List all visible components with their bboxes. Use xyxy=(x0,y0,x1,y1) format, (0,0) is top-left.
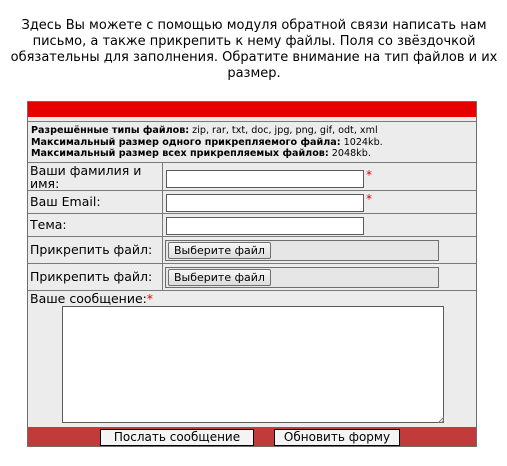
intro-line: размер. xyxy=(227,66,281,81)
reset-form-button[interactable]: Обновить форму xyxy=(274,429,400,446)
subject-row xyxy=(28,214,476,237)
attach-file-label: Прикрепить файл: xyxy=(28,237,163,263)
required-asterisk: * xyxy=(366,192,372,206)
name-row xyxy=(28,163,476,191)
attach-file-row xyxy=(28,237,476,264)
attach-file-row xyxy=(28,264,476,291)
required-asterisk: * xyxy=(366,168,372,182)
required-asterisk: * xyxy=(146,292,153,306)
name-field[interactable] xyxy=(166,170,364,188)
choose-file-button[interactable]: Выберите файл xyxy=(168,242,271,259)
file-input xyxy=(165,240,439,261)
file-input xyxy=(165,267,439,288)
attach-file-label: Прикрепить файл: xyxy=(28,264,163,290)
allowed-types-label: Разрешённые типы файлов: xyxy=(31,125,190,136)
feedback-form xyxy=(27,101,477,447)
email-field[interactable] xyxy=(166,194,364,212)
intro-text xyxy=(8,18,500,82)
email-label: Ваш Email: xyxy=(28,191,163,213)
message-section xyxy=(28,291,476,427)
max-file-size-value: 1024kb. xyxy=(343,136,383,148)
max-total-size-line xyxy=(31,148,476,160)
name-label: Ваши фамилия и имя: xyxy=(28,163,163,190)
resize-grip-icon[interactable] xyxy=(436,415,444,423)
subject-field[interactable] xyxy=(166,217,364,235)
intro-line: обязательны для заполнения. Обратите внимание на тип файлов и их xyxy=(10,50,498,65)
email-row xyxy=(28,191,476,214)
max-total-size-label: Максимальный размер всех прикрепляемых файлов: xyxy=(31,148,329,159)
choose-file-button[interactable]: Выберите файл xyxy=(168,269,271,286)
send-message-button[interactable]: Послать сообщение xyxy=(100,429,254,446)
allowed-types-line xyxy=(31,125,476,137)
intro-line: Здесь Вы можете с помощью модуля обратной связи написать нам xyxy=(21,18,487,33)
subject-label: Тема: xyxy=(28,214,163,236)
intro-line: письмо, а также прикрепить к нему файлы. Поля со звёздочкой xyxy=(32,34,476,49)
message-textarea[interactable] xyxy=(62,306,444,423)
max-file-size-label: Максимальный размер одного прикрепляемого файла: xyxy=(31,136,341,148)
file-limits-info xyxy=(28,121,476,163)
allowed-types-value: zip, rar, txt, doc, jpg, png, gif, odt, xml xyxy=(192,125,378,136)
max-total-size-value: 2048kb. xyxy=(331,148,371,159)
form-header-bar xyxy=(28,102,476,117)
message-label xyxy=(30,291,153,306)
message-label-text: Ваше сообщение: xyxy=(30,291,147,306)
max-file-size-line xyxy=(31,137,476,149)
